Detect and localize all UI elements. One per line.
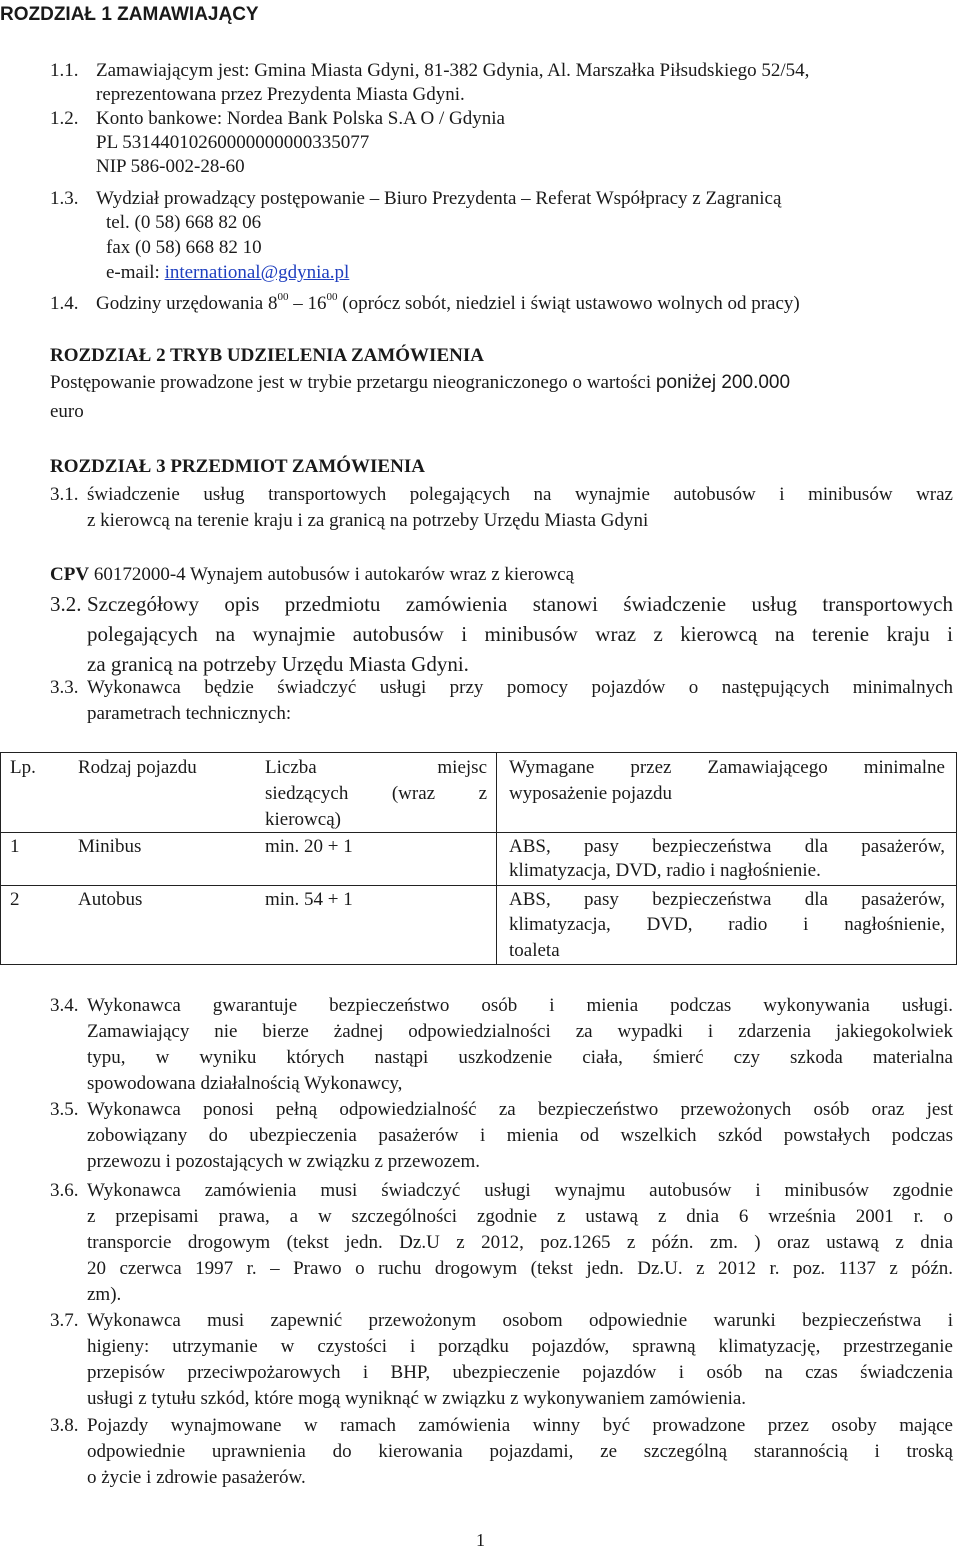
item-3-1-number: 3.1. bbox=[50, 484, 79, 505]
item-3-3-number: 3.3. bbox=[50, 677, 79, 698]
row-2-vehicle-type: Autobus bbox=[78, 889, 143, 910]
item-3-1-line-2: z kierowcą na terenie kraju i za granicą na potrzeby Urzędu Miasta Gdyni bbox=[87, 510, 649, 531]
row-2-equipment-line-2: klimatyzacja, DVD, radio i nagłośnienie, bbox=[509, 914, 945, 935]
item-3-6-line-2: z przepisami prawa, a w szczególności zgodnie z ustawą z dnia 6 września 2001 r. o bbox=[87, 1206, 953, 1227]
item-3-7-line-1: Wykonawca musi zapewnić przewożonym osobom odpowiednie warunki bezpieczeństwa i bbox=[87, 1310, 953, 1331]
item-1-3-email-row bbox=[106, 261, 349, 285]
item-3-2-line-2: polegających na wynajmie autobusów i minibusów wraz z kierowcą na terenie kraju i bbox=[87, 622, 953, 646]
row-2-seats: min. 54 + 1 bbox=[265, 889, 353, 910]
item-3-3-line-1: Wykonawca będzie świadczyć usługi przy pomocy pojazdów o następujących minimalnych bbox=[87, 677, 953, 698]
item-1-2-number: 1.2. bbox=[50, 108, 79, 129]
item-3-4-line-4: spowodowana działalnością Wykonawcy, bbox=[87, 1073, 403, 1094]
table-rule-1 bbox=[0, 832, 957, 833]
cpv-row bbox=[50, 563, 574, 587]
table-rule-2 bbox=[0, 885, 957, 886]
header-equipment-line-1: Wymagane przez Zamawiającego minimalne bbox=[509, 757, 945, 778]
row-2-lp: 2 bbox=[10, 889, 20, 910]
item-3-7-number: 3.7. bbox=[50, 1310, 79, 1331]
item-3-8-line-2: odpowiednie uprawnienia do kierowania pojazdami, ze szczególną starannością i troską bbox=[87, 1441, 953, 1462]
cpv-label: CPV bbox=[50, 564, 90, 585]
row-1-vehicle-type: Minibus bbox=[78, 836, 142, 857]
chapter-1-title: ROZDZIAŁ 1 ZAMAWIAJĄCY bbox=[0, 4, 259, 25]
chapter-2-value: poniżej 200.000 bbox=[655, 372, 791, 393]
table-border-left bbox=[0, 752, 1, 965]
page-number: 1 bbox=[476, 1530, 485, 1550]
item-3-2-line-1: Szczegółowy opis przedmiotu zamówienia stanowi świadczenie usług transportowych bbox=[87, 592, 953, 616]
item-3-6-line-4: 20 czerwca 1997 r. – Prawo o ruchu drogowym (tekst jedn. Dz.U. z 2012 r. poz. 1137 z późn. bbox=[87, 1258, 953, 1279]
office-hours-sup-2: 00 bbox=[326, 291, 338, 303]
email-link[interactable]: international@gdynia.pl bbox=[164, 262, 350, 283]
office-hours-c: (oprócz sobót, niedziel i świąt ustawowo wolnych od pracy) bbox=[337, 293, 800, 314]
item-3-2-line-3: za granicą na potrzeby Urzędu Miasta Gdyni. bbox=[87, 652, 469, 676]
item-1-1-line-2: reprezentowana przez Prezydenta Miasta Gdyni. bbox=[96, 84, 465, 105]
office-hours-b: – 16 bbox=[288, 293, 327, 314]
office-hours-sup-1: 00 bbox=[277, 291, 289, 303]
chapter-2-text: Postępowanie prowadzone jest w trybie przetargu nieograniczonego o wartości bbox=[50, 372, 652, 393]
item-3-7-line-2: higieny: utrzymanie w czystości i porządku pojazdów, sprawną klimatyzację, przestrzeganie bbox=[87, 1336, 953, 1357]
header-seats-line-3: kierowcą) bbox=[265, 809, 341, 830]
header-vehicle-type: Rodzaj pojazdu bbox=[78, 757, 197, 778]
chapter-2-title: ROZDZIAŁ 2 TRYB UDZIELENIA ZAMÓWIENIA bbox=[50, 345, 484, 366]
row-1-lp: 1 bbox=[10, 836, 20, 857]
item-3-5-number: 3.5. bbox=[50, 1099, 79, 1120]
item-3-5-line-1: Wykonawca ponosi pełną odpowiedzialność za bezpieczeństwo przewożonych osób oraz jest bbox=[87, 1099, 953, 1120]
header-seats-line-1: Liczba miejsc bbox=[265, 757, 487, 778]
vehicle-requirements-table bbox=[0, 752, 957, 965]
item-1-4-text bbox=[96, 292, 800, 316]
item-3-6-line-1: Wykonawca zamówienia musi świadczyć usługi wynajmu autobusów i minibusów zgodnie bbox=[87, 1180, 953, 1201]
item-3-1-line-1: świadczenie usług transportowych polegających na wynajmie autobusów i minibusów wraz bbox=[87, 484, 953, 505]
item-3-4-line-3: typu, w wyniku których nastąpi uszkodzenie ciała, śmierć czy szkoda materialna bbox=[87, 1047, 953, 1068]
row-2-equipment-line-1: ABS, pasy bezpieczeństwa dla pasażerów, bbox=[509, 889, 945, 910]
item-3-4-number: 3.4. bbox=[50, 995, 79, 1016]
table-col-divider bbox=[496, 752, 497, 965]
item-3-5-line-3: przewozu i pozostających w związku z przewozem. bbox=[87, 1151, 481, 1172]
item-3-7-line-4: usługi z tytułu szkód, które mogą wyniknąć w związku z wykonywaniem zamówienia. bbox=[87, 1388, 747, 1409]
item-1-3-fax: fax (0 58) 668 82 10 bbox=[106, 237, 262, 258]
item-3-6-line-3: transporcie drogowym (tekst jedn. Dz.U z 2012, poz.1265 z późn. zm. ) oraz ustawą z dnia bbox=[87, 1232, 953, 1253]
item-3-2-number: 3.2. bbox=[50, 592, 82, 616]
item-3-7-line-3: przepisów przeciwpożarowych i BHP, ubezpieczenie pojazdów i osób na czas świadczenia bbox=[87, 1362, 953, 1383]
table-border-top bbox=[0, 752, 957, 753]
item-1-3-line-1: Wydział prowadzący postępowanie – Biuro Prezydenta – Referat Współpracy z Zagranicą bbox=[96, 188, 782, 209]
header-seats-line-2: siedzących (wraz z bbox=[265, 783, 487, 804]
item-3-4-line-2: Zamawiający nie bierze żadnej odpowiedzialności za wypadki i zdarzenia jakiegokolwiek bbox=[87, 1021, 953, 1042]
item-1-3-number: 1.3. bbox=[50, 188, 79, 209]
chapter-2-line-1 bbox=[50, 371, 790, 395]
item-3-5-line-2: zobowiązany do ubezpieczenia pasażerów i mienia od wszelkich szkód powstałych podczas bbox=[87, 1125, 953, 1146]
item-1-2-line-2: PL 53144010260000000000335077 bbox=[96, 132, 370, 153]
table-border-bottom bbox=[0, 964, 957, 965]
row-1-seats: min. 20 + 1 bbox=[265, 836, 353, 857]
header-equipment-line-2: wyposażenie pojazdu bbox=[509, 783, 673, 804]
header-lp: Lp. bbox=[10, 757, 36, 778]
item-1-4-number: 1.4. bbox=[50, 293, 79, 314]
table-border-right bbox=[956, 752, 957, 965]
row-2-equipment-line-3: toaleta bbox=[509, 940, 560, 961]
email-label: e-mail: bbox=[106, 262, 160, 283]
cpv-text: 60172000-4 Wynajem autobusów i autokarów wraz z kierowcą bbox=[93, 564, 575, 585]
row-1-equipment-line-1: ABS, pasy bezpieczeństwa dla pasażerów, bbox=[509, 836, 945, 857]
item-3-8-line-3: o życie i zdrowie pasażerów. bbox=[87, 1467, 306, 1488]
item-1-1-number: 1.1. bbox=[50, 60, 79, 81]
item-1-2-line-1: Konto bankowe: Nordea Bank Polska S.A O / Gdynia bbox=[96, 108, 505, 129]
item-1-1-line-1: Zamawiającym jest: Gmina Miasta Gdyni, 81-382 Gdynia, Al. Marszałka Piłsudskiego 52/54, bbox=[96, 60, 810, 81]
item-3-8-number: 3.8. bbox=[50, 1415, 79, 1436]
item-3-3-line-2: parametrach technicznych: bbox=[87, 703, 292, 724]
office-hours-a: Godziny urzędowania 8 bbox=[96, 293, 278, 314]
item-3-6-number: 3.6. bbox=[50, 1180, 79, 1201]
chapter-3-title: ROZDZIAŁ 3 PRZEDMIOT ZAMÓWIENIA bbox=[50, 456, 425, 477]
item-1-2-line-3: NIP 586-002-28-60 bbox=[96, 156, 245, 177]
item-3-8-line-1: Pojazdy wynajmowane w ramach zamówienia winny być prowadzone przez osoby mające bbox=[87, 1415, 953, 1436]
row-1-equipment-line-2: klimatyzacja, DVD, radio i nagłośnienie. bbox=[509, 860, 821, 881]
chapter-2-line-2: euro bbox=[50, 401, 84, 422]
item-3-6-line-5: zm). bbox=[87, 1284, 122, 1305]
item-1-3-tel: tel. (0 58) 668 82 06 bbox=[106, 212, 262, 233]
item-3-4-line-1: Wykonawca gwarantuje bezpieczeństwo osób i mienia podczas wykonywania usługi. bbox=[87, 995, 953, 1016]
